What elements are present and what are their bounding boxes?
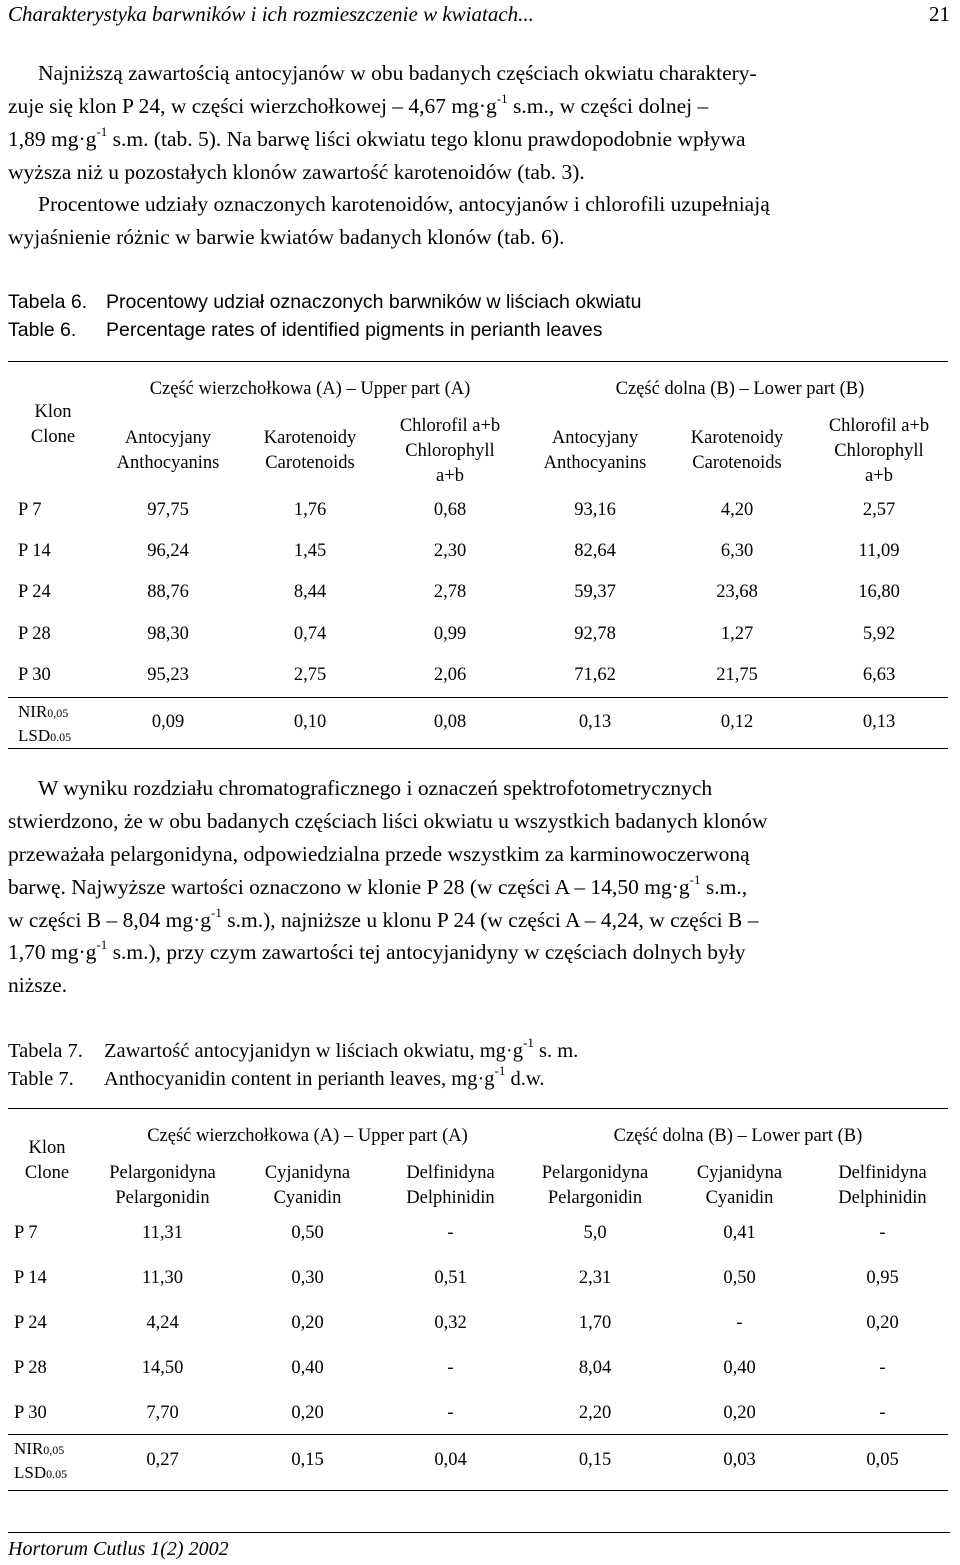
cell: 0,09 (151, 712, 185, 732)
header-cya-pl-a: Cyjanidyna (264, 1163, 351, 1183)
cell: 5,0 (583, 1223, 607, 1243)
cell: 0,40 (723, 1358, 756, 1378)
row-clone: P 28 (18, 624, 51, 644)
header-chl-2-b: Chlorophyll (834, 441, 924, 461)
header-antho-en-b: Anthocyanins (543, 453, 647, 473)
header-antho-en-a: Anthocyanins (116, 453, 220, 473)
header-carot-en-b: Carotenoids (692, 453, 782, 473)
cell: 5,92 (862, 624, 896, 644)
header-pel-en-a: Pelargonidin (115, 1188, 210, 1208)
row-clone: P 14 (14, 1268, 47, 1288)
cell: - (447, 1403, 454, 1423)
cell: 0,51 (434, 1268, 467, 1288)
cell: 88,76 (147, 582, 189, 602)
cell: 0,20 (723, 1403, 756, 1423)
row-clone: P 14 (18, 541, 51, 561)
header-clone: Clone (24, 1163, 70, 1183)
cell: 0,12 (720, 712, 754, 732)
cell: 23,68 (716, 582, 758, 602)
table6-caption-pl: Tabela 6. Procentowy udział oznaczonych barwników w liściach okwiatu (8, 291, 642, 313)
header-carot-en-a: Carotenoids (265, 453, 355, 473)
header-lower-part: Część dolna (B) – Lower part (B) (613, 1126, 863, 1146)
cell: - (736, 1313, 743, 1333)
cell: 59,37 (574, 582, 616, 602)
cell: 16,80 (858, 582, 900, 602)
superscript: -1 (689, 871, 701, 887)
text-line: Procentowe udziały oznaczonych karotenoidów, antocyjanów i chlorofili uzupełniają (38, 192, 770, 216)
cell: 0,74 (293, 624, 327, 644)
cell: 8,44 (293, 582, 327, 602)
text-line: s.m.), najniższe u klonu P 24 (w części A – 4,24, w części B – (221, 908, 759, 932)
cell: 2,30 (433, 541, 467, 561)
header-pel-pl-a: Pelargonidyna (109, 1163, 216, 1183)
row-clone: P 7 (18, 500, 42, 520)
text-line: w części B – 8,04 mg·g (8, 908, 212, 932)
cell: 0,15 (291, 1450, 324, 1470)
header-chl-3-b: a+b (865, 466, 893, 486)
header-cya-pl-b: Cyjanidyna (696, 1163, 783, 1183)
cell: 0,03 (723, 1450, 756, 1470)
cell: 1,45 (293, 541, 327, 561)
cell: 0,15 (578, 1450, 612, 1470)
cell: 0,13 (578, 712, 612, 732)
cell: 95,23 (147, 665, 189, 685)
header-del-en-a: Delphinidin (406, 1188, 495, 1208)
cell: 2,57 (862, 500, 896, 520)
cell: - (879, 1358, 886, 1378)
cell: - (447, 1358, 454, 1378)
header-clone: Clone (30, 427, 76, 447)
superscript: -1 (96, 123, 108, 139)
cell: 2,06 (433, 665, 467, 685)
text-line: stwierdzono, że w obu badanych częściach liści okwiatu u wszystkich badanych klonów (8, 809, 768, 833)
journal-footer: Hortorum Cutlus 1(2) 2002 (8, 1538, 229, 1560)
cell: 1,70 (578, 1313, 612, 1333)
header-cya-en-b: Cyanidin (705, 1188, 774, 1208)
header-antho-pl-a: Antocyjany (124, 428, 212, 448)
cell: 6,30 (720, 541, 754, 561)
superscript: -1 (496, 90, 508, 106)
cell: 71,62 (574, 665, 616, 685)
cell: 11,31 (142, 1223, 183, 1243)
row-clone: P 30 (18, 665, 51, 685)
cell: 8,04 (578, 1358, 612, 1378)
lsd-label: LSD0.05 (14, 1463, 68, 1482)
header-cya-en-a: Cyanidin (273, 1188, 342, 1208)
cell: 92,78 (574, 624, 616, 644)
row-clone: P 24 (14, 1313, 47, 1333)
superscript: -1 (96, 936, 108, 952)
text-line: 1,89 mg·g (8, 127, 97, 151)
cell: 0,04 (434, 1450, 467, 1470)
cell: 6,63 (862, 665, 896, 685)
cell: 0,13 (862, 712, 896, 732)
cell: 0,20 (291, 1403, 324, 1423)
text-line: s.m. (tab. 5). Na barwę liści okwiatu tego klonu prawdopodobnie wpływa (107, 127, 746, 151)
row-clone: P 7 (14, 1223, 38, 1243)
cell: 93,16 (574, 500, 616, 520)
cell: 21,75 (716, 665, 758, 685)
cell: 4,20 (720, 500, 754, 520)
cell: 0,41 (723, 1223, 756, 1243)
superscript: -1 (211, 904, 222, 920)
header-chl-3-a: a+b (436, 466, 464, 486)
text-line: s.m.), przy czym zawartości tej antocyjanidyny w częściach dolnych były (107, 940, 746, 964)
text-line: W wyniku rozdziału chromatograficznego i oznaczeń spektrofotometrycznych (38, 776, 713, 800)
text-line: Najniższą zawartością antocyjanów w obu badanych częściach okwiatu charaktery- (38, 61, 757, 85)
table7-caption-pl: Tabela 7. Zawartość antocyjanidyn w liściach okwiatu, $mg\cdot g^{-1}$ s. m. (8, 1035, 579, 1062)
header-chl-2-a: Chlorophyll (405, 441, 495, 461)
page-number: 21 (929, 2, 950, 26)
table-rule-bottom (8, 1490, 948, 1491)
header-carot-pl-a: Karotenoidy (263, 428, 357, 448)
cell: 7,70 (146, 1403, 179, 1423)
cell: 0,10 (293, 712, 327, 732)
running-header: Charakterystyka barwników i ich rozmieszczenie w kwiatach... (8, 2, 534, 26)
cell: 0,68 (433, 500, 467, 520)
header-pel-pl-b: Pelargonidyna (541, 1163, 649, 1183)
row-clone: P 28 (14, 1358, 47, 1378)
header-upper-part: Część wierzchołkowa (A) – Upper part (A) (147, 1126, 468, 1146)
cell: 11,30 (142, 1268, 183, 1288)
header-klon: Klon (28, 1138, 66, 1158)
cell: 97,75 (147, 500, 189, 520)
cell: 11,09 (858, 541, 900, 561)
text-line: zuje się klon P 24, w części wierzchołkowej – 4,67 mg·g (8, 94, 497, 118)
cell: 2,31 (578, 1268, 612, 1288)
nir-label: NIR0,05 (14, 1439, 65, 1458)
header-upper-part: Część wierzchołkowa (A) – Upper part (A) (149, 379, 471, 399)
header-del-pl-a: Delfinidyna (406, 1163, 495, 1183)
cell: 2,75 (293, 665, 327, 685)
cell: 4,24 (146, 1313, 179, 1333)
header-antho-pl-b: Antocyjany (551, 428, 639, 448)
cell: 0,50 (723, 1268, 756, 1288)
lsd-label: LSD0.05 (18, 726, 72, 745)
footer-rule (8, 1532, 950, 1533)
cell: 0,20 (291, 1313, 324, 1333)
cell: 98,30 (147, 624, 189, 644)
header-del-pl-b: Delfinidyna (838, 1163, 927, 1183)
cell: - (879, 1223, 886, 1243)
text-line: przeważała pelargonidyna, odpowiedzialna przede wszystkim za karminowoczerwoną (8, 842, 750, 866)
cell: 0,95 (866, 1268, 899, 1288)
table7-caption-en: Table 7. Anthocyanidin content in perianth leaves, $mg\cdot g^{-1}$ d.w. (8, 1063, 545, 1090)
text-line: s.m., (700, 875, 748, 899)
header-chl-1-b: Chlorofil a+b (828, 416, 930, 436)
table6-caption-en: Table 6. Percentage rates of identified pigments in perianth leaves (8, 319, 603, 341)
cell: 1,27 (720, 624, 754, 644)
text-line: wyższa niż u pozostałych klonów zawartość karotenoidów (tab. 3). (8, 160, 585, 184)
cell: 0,05 (866, 1450, 899, 1470)
cell: 14,50 (141, 1358, 184, 1378)
cell: 82,64 (574, 541, 616, 561)
cell: 0,27 (146, 1450, 179, 1470)
cell: 0,40 (291, 1358, 324, 1378)
nir-label: NIR0,05 (18, 702, 69, 721)
header-del-en-b: Delphinidin (838, 1188, 927, 1208)
text-line: niższe. (8, 973, 68, 997)
header-chl-1-a: Chlorofil a+b (399, 416, 501, 436)
header-pel-en-b: Pelargonidin (547, 1188, 643, 1208)
cell: 0,30 (291, 1268, 324, 1288)
cell: 0,32 (434, 1313, 467, 1333)
cell: - (879, 1403, 886, 1423)
cell: 0,08 (433, 712, 467, 732)
cell: 2,78 (433, 582, 467, 602)
table-rule-lsd (8, 697, 948, 698)
row-clone: P 30 (14, 1403, 47, 1423)
cell: 0,99 (433, 624, 467, 644)
cell: 1,76 (293, 500, 327, 520)
row-clone: P 24 (18, 582, 51, 602)
table-rule-lsd (8, 1434, 948, 1435)
table-rule-top (8, 1108, 948, 1109)
cell: - (447, 1223, 454, 1243)
header-carot-pl-b: Karotenoidy (690, 428, 784, 448)
text-line: 1,70 mg·g (8, 940, 97, 964)
cell: 96,24 (147, 541, 189, 561)
cell: 0,50 (291, 1223, 324, 1243)
table-rule-top (8, 361, 948, 362)
table-rule-bottom (8, 748, 948, 749)
header-klon: Klon (34, 402, 72, 422)
text-line: wyjaśnienie różnic w barwie kwiatów badanych klonów (tab. 6). (8, 225, 565, 249)
header-lower-part: Część dolna (B) – Lower part (B) (615, 379, 865, 399)
text-line: s.m., w części dolnej – (507, 94, 709, 118)
text-line: barwę. Najwyższe wartości oznaczono w klonie P 28 (w części A – 14,50 mg·g (8, 875, 690, 899)
cell: 0,20 (866, 1313, 899, 1333)
cell: 2,20 (578, 1403, 612, 1423)
